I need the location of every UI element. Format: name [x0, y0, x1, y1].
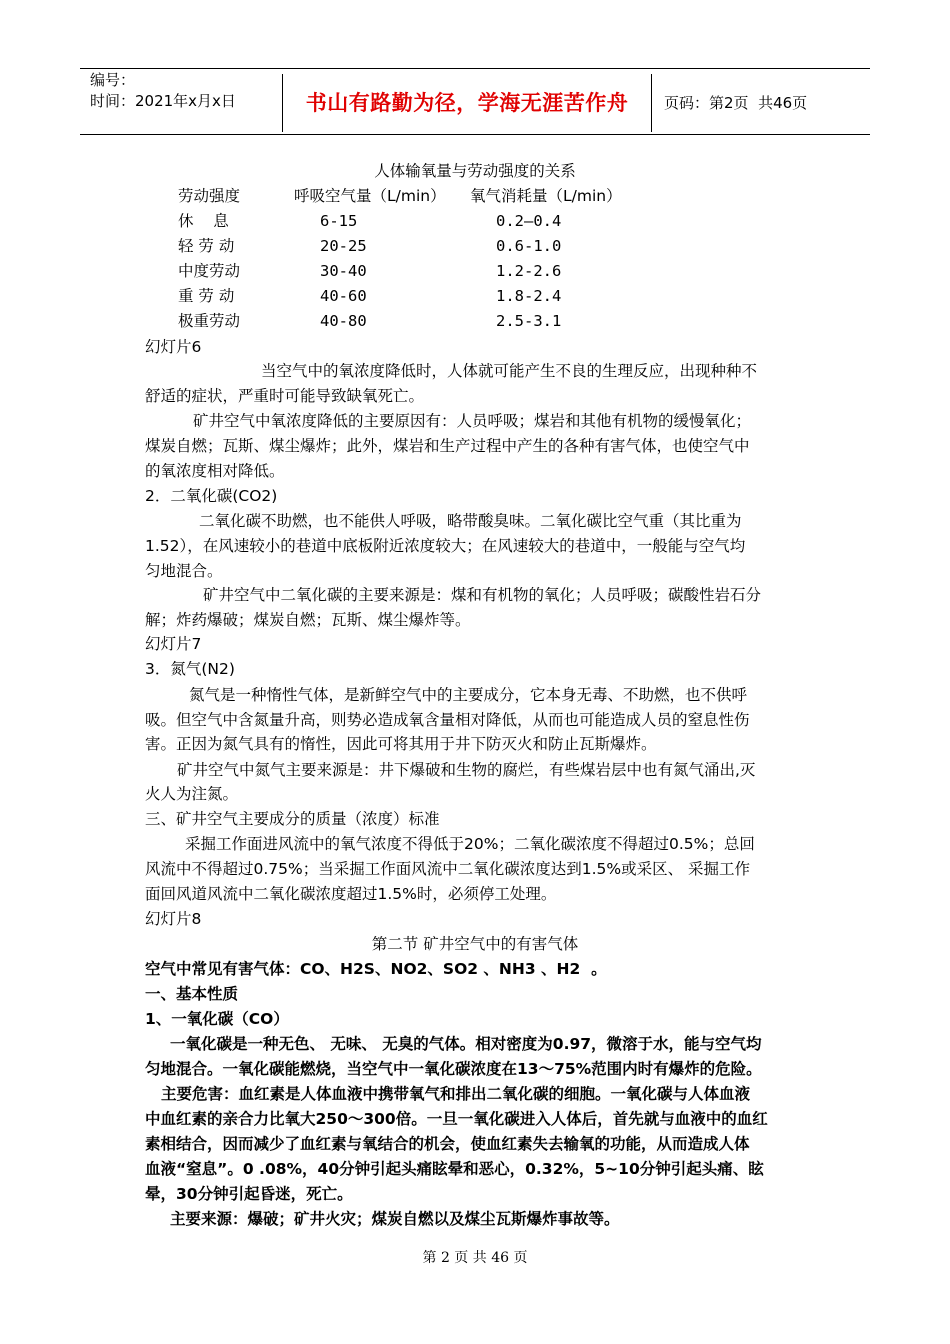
paragraph-line: 中血红素的亲合力比氧大250～300倍。一旦一氧化碳进入人体后，首先就与血液中的血红 [145, 1110, 768, 1128]
paragraph-line: 的氧浓度相对降低。 [145, 462, 285, 480]
header-bottom-rule [80, 134, 870, 135]
table-cell: 轻 劳 动 [178, 237, 235, 255]
section-heading: 3．氮气(N2) [145, 660, 235, 678]
section-heading: 一、基本性质 [145, 985, 239, 1003]
paragraph-line: 矿井空气中二氧化碳的主要来源是：煤和有机物的氧化；人员呼吸；碳酸性岩石分 [203, 586, 762, 604]
paragraph-line: 风流中不得超过0.75%；当采掘工作面风流中二氧化碳浓度达到1.5%或采区、 采掘工作 [145, 860, 751, 878]
paragraph-line: 一氧化碳是一种无色、 无味、 无臭的气体。相对密度为0.97，微溶于水，能与空气均 [170, 1035, 762, 1053]
page-footer: 第 2 页 共 46 页 [422, 1250, 528, 1266]
date-line: 时间：2021年x月x日 [90, 92, 236, 110]
table-header-cell: 氧气消耗量（L/min） [470, 187, 622, 205]
table-cell: 30-40 [320, 262, 367, 280]
table-cell: 2.5-3.1 [496, 312, 562, 330]
slide-marker: 幻灯片8 [145, 910, 202, 928]
section-heading: 1、一氧化碳（CO） [145, 1010, 289, 1028]
slide-marker: 幻灯片6 [145, 338, 202, 356]
table-cell: 0.2—0.4 [496, 212, 562, 230]
table-cell: 1.2-2.6 [496, 262, 562, 280]
paragraph-line: 1.52），在风速较小的巷道中底板附近浓度较大；在风速较大的巷道中，一般能与空气均 [145, 537, 746, 555]
paragraph-line: 害。正因为氮气具有的惰性，因此可将其用于井下防灭火和防止瓦斯爆炸。 [145, 735, 657, 753]
slide-marker: 幻灯片7 [145, 635, 202, 653]
paragraph-line: 主要危害：血红素是人体血液中携带氧气和排出二氧化碳的细胞。一氧化碳与人体血液 [161, 1085, 751, 1103]
paragraph-line: 素相结合，因而减少了血红素与氧结合的机会，使血红素失去输氧的功能，从而造成人体 [145, 1135, 750, 1153]
paragraph-line: 矿井空气中氧浓度降低的主要原因有：人员呼吸；煤岩和其他有机物的缓慢氧化； [193, 412, 752, 430]
paragraph-line: 氮气是一种惰性气体，是新鲜空气中的主要成分，它本身无毒、不助燃，也不供呼 [189, 686, 748, 704]
paragraph-line: 矿井空气中氮气主要来源是：井下爆破和生物的腐烂，有些煤岩层中也有氮气涌出,灭 [177, 761, 756, 779]
paragraph-line: 解；炸药爆破；煤炭自燃；瓦斯、煤尘爆炸等。 [145, 611, 471, 629]
paragraph-line: 空气中常见有害气体：CO、H2S、NO2、SO2 、NH3 、H2 。 [145, 960, 607, 978]
table-cell: 中度劳动 [178, 262, 241, 280]
paragraph-line: 煤炭自燃；瓦斯、煤尘爆炸；此外，煤岩和生产过程中产生的各种有害气体，也使空气中 [145, 437, 750, 455]
paragraph-line: 晕，30分钟引起昏迷，死亡。 [145, 1185, 353, 1203]
table-cell: 6-15 [320, 212, 358, 230]
paragraph-line: 吸。但空气中含氮量升高，则势必造成氧含量相对降低，从而也可能造成人员的窒息性伤 [145, 711, 750, 729]
paragraph-line: 当空气中的氧浓度降低时，人体就可能产生不良的生理反应，出现种种不 [261, 362, 758, 380]
table-cell: 极重劳动 [178, 312, 241, 330]
paragraph-line: 面回风道风流中二氧化碳浓度超过1.5%时，必须停工处理。 [145, 885, 557, 903]
header-slogan-box [282, 74, 652, 132]
table-header-cell: 呼吸空气量（L/min） [294, 187, 446, 205]
paragraph-line: 主要来源：爆破；矿井火灾；煤炭自燃以及煤尘瓦斯爆炸事故等。 [170, 1210, 620, 1228]
header-meta [90, 70, 280, 112]
section-heading: 2．二氧化碳(CO2) [145, 487, 278, 505]
table-cell: 40-60 [320, 287, 367, 305]
table-title: 人体输氧量与劳动强度的关系 [374, 162, 576, 180]
header-slogan: 书山有路勤为径，学海无涯苦作舟 [305, 91, 629, 115]
table-header-cell: 劳动强度 [178, 187, 241, 205]
paragraph-line: 匀地混合。一氧化碳能燃烧，当空气中一氧化碳浓度在13～75%范围内时有爆炸的危险。 [145, 1060, 762, 1078]
header-page-info: 页码：第2页 共46页 [664, 94, 808, 112]
table-cell: 重 劳 动 [178, 287, 235, 305]
paragraph-line: 采掘工作面进风流中的氧气浓度不得低于20%；二氧化碳浓度不得超过0.5%；总回 [185, 835, 755, 853]
header-top-rule [80, 68, 870, 69]
table-cell: 40-80 [320, 312, 367, 330]
code-label: 编号： [90, 71, 136, 89]
chapter-heading: 第二节 矿井空气中的有害气体 [371, 935, 579, 953]
paragraph-line: 舒适的症状，严重时可能导致缺氧死亡。 [145, 387, 425, 405]
paragraph-line: 匀地混合。 [145, 562, 223, 580]
paragraph-line: 火人为注氮。 [145, 785, 239, 803]
table-cell: 0.6-1.0 [496, 237, 562, 255]
table-cell: 1.8-2.4 [496, 287, 562, 305]
paragraph-line: 二氧化碳不助燃，也不能供人呼吸，略带酸臭味。二氧化碳比空气重（其比重为 [199, 512, 742, 530]
paragraph-line: 血液“窒息”。0 .08%，40分钟引起头痛眩晕和恶心，0.32%，5~10分钟引起头痛、眩 [145, 1160, 764, 1178]
section-heading: 三、矿井空气主要成分的质量（浓度）标准 [145, 810, 440, 828]
table-cell: 20-25 [320, 237, 367, 255]
table-cell: 休 息 [178, 212, 229, 230]
